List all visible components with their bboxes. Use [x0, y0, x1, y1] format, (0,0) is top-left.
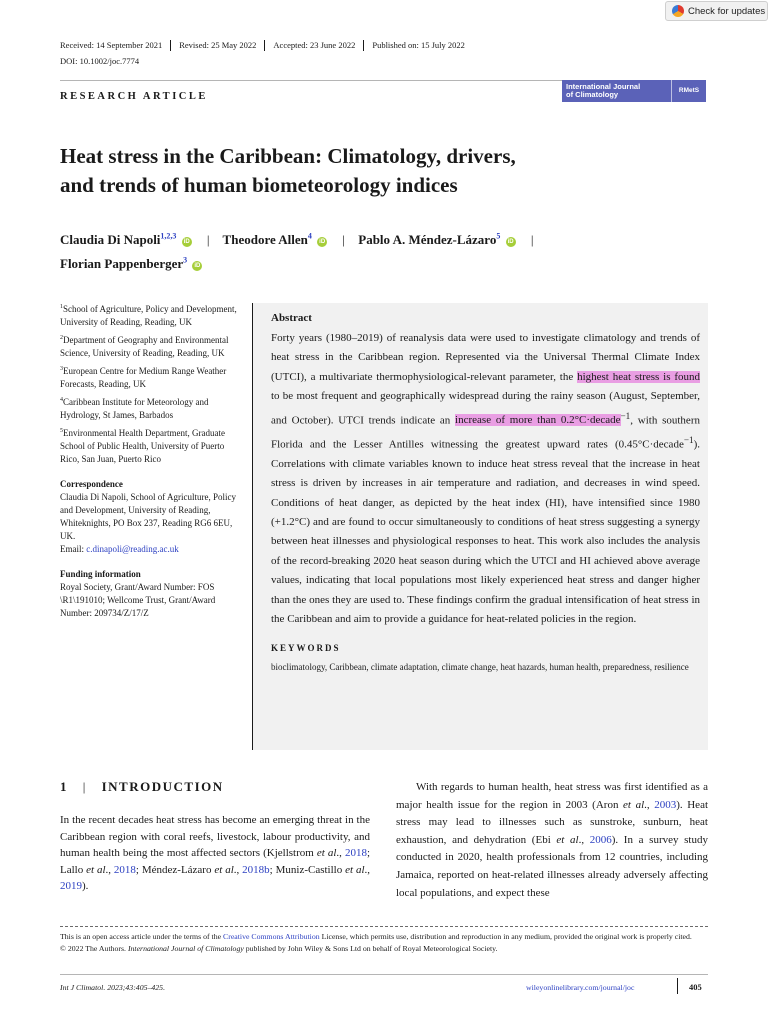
author-list [60, 228, 700, 276]
title-line-1: Heat stress in the Caribbean: Climatology, drivers, [60, 144, 516, 168]
check-for-updates-label: Check for updates [688, 5, 766, 17]
highlight[interactable]: increase of more than 0.2°C·decade [455, 414, 621, 427]
citation-link[interactable]: 2018b [242, 863, 270, 876]
citation-link[interactable]: 2006 [589, 833, 612, 846]
text: et al [556, 833, 579, 846]
author-separator: | [530, 232, 534, 247]
abstract-segment: , with southern Florida and the Lesser Antilles witnessing the greatest upward rates (0.45°C·decade [271, 414, 700, 451]
highlight[interactable]: highest heat stress is found [577, 370, 700, 383]
keywords-text: bioclimatology, Caribbean, climate adaptation, climate change, heat hazards, human health, preparedness, resilience [271, 662, 689, 673]
affiliation [60, 365, 245, 391]
abstract-heading: Abstract [271, 312, 312, 324]
text: et al [345, 863, 365, 876]
citation-link[interactable]: 2019 [60, 880, 82, 892]
affiliation [60, 427, 245, 466]
funding-heading: Funding information [60, 569, 141, 579]
funding-text: Royal Society, Grant/Award Number: FOS \R1\191010; Wellcome Trust, Grant/Award Number: 209734/Z/17/Z [60, 582, 216, 618]
text: International Journal of Climatology [127, 943, 244, 953]
affiliation-text: European Centre for Medium Range Weather Forecasts, Reading, UK [60, 366, 227, 389]
superscript: −1 [620, 410, 631, 421]
author-separator: | [342, 232, 346, 247]
text: ). [82, 880, 89, 892]
affiliation-sup: 2 [60, 335, 63, 341]
rmets-logo: RMetS [671, 80, 706, 102]
text: ; Méndez-Lázaro [135, 863, 215, 876]
author-affil-sup[interactable]: 5 [496, 231, 501, 241]
citation-link[interactable]: 2018 [113, 863, 136, 876]
intro-paragraph-right [396, 779, 708, 902]
doi: DOI: 10.1002/joc.7774 [60, 56, 140, 66]
text: ). In a survey study conducted in 2020, health professionals from 12 countries, including Jamaica, reported on heat-related illnesses already adversely affecting local populations, and expect these [396, 833, 708, 899]
affiliation-text: School of Agriculture, Policy and Development, University of Reading, Reading, UK [60, 304, 237, 327]
received-date: Received: 14 September 2021 [60, 40, 163, 50]
affiliation-sup: 3 [60, 366, 63, 372]
citation-link[interactable]: 2003 [654, 798, 677, 811]
orcid-icon[interactable]: iD [507, 239, 514, 245]
text: ; Muniz-Castillo [269, 863, 346, 876]
section-heading-introduction [60, 779, 224, 795]
page-number: 405 [689, 982, 702, 992]
text: et al [86, 863, 106, 876]
text: et al [214, 863, 234, 876]
section-title: INTRODUCTION [101, 779, 224, 794]
email-label: Email: [60, 544, 84, 554]
text: ., [578, 833, 590, 846]
text: et al [623, 798, 645, 811]
license-notice [60, 931, 708, 954]
text: ., [644, 798, 655, 811]
affiliation-text: Department of Geography and Environmental Science, University of Reading, Reading, UK [60, 335, 229, 358]
revised-date: Revised: 25 May 2022 [170, 40, 264, 51]
affiliation [60, 334, 245, 360]
keywords-heading: KEYWORDS [271, 643, 341, 654]
footnote-divider [60, 926, 708, 927]
abstract-segment: to be most frequent and geographically widespread during the rainy season (August, September, and October). UTCI trends indicate an [271, 390, 700, 427]
section-number: 1 [60, 779, 68, 794]
footer-divider [677, 978, 678, 994]
intro-paragraph-left [60, 812, 370, 895]
text: ; Lallo [60, 847, 371, 876]
abstract-box [252, 303, 708, 750]
header-rule [60, 80, 562, 81]
author-separator: | [206, 232, 210, 247]
text: et al [316, 847, 337, 859]
affiliations-sidebar [60, 303, 245, 620]
copyright-line [60, 943, 708, 955]
correspondence-text: Claudia Di Napoli, School of Agriculture, Policy and Development, University of Reading, Whiteknights, PO Box 237, Reading RG6 6EU, UK. [60, 492, 236, 541]
author-affil-sup[interactable]: 3 [183, 255, 188, 265]
journal-logo [562, 80, 706, 102]
text: ). Heat stress may lead to illnesses such as sunstroke, sunburn, heat exhaustion, and dehydration (Ebi [396, 798, 709, 846]
text: ., [364, 863, 371, 876]
text: ., [233, 863, 243, 876]
article-dates [60, 40, 473, 51]
text: published by John Wiley & Sons Ltd on behalf of Royal Meteorological Society. [243, 943, 498, 953]
author-name[interactable]: Claudia Di Napoli [60, 232, 161, 247]
check-for-updates-button[interactable] [665, 1, 768, 21]
affiliation-sup: 4 [60, 397, 63, 403]
text: With regards to human health, heat stress was first identified as a major health issue for the region in 2003 (Aron [396, 781, 708, 811]
author-name[interactable]: Pablo A. Méndez-Lázaro [358, 232, 497, 247]
orcid-icon[interactable]: iD [194, 263, 201, 269]
license-line [60, 931, 708, 943]
crossmark-icon [672, 5, 684, 17]
author-name[interactable]: Theodore Allen [222, 232, 308, 247]
footer-rule [60, 974, 708, 975]
correspondence-heading: Correspondence [60, 479, 123, 489]
author-name[interactable]: Florian Pappenberger [60, 256, 184, 271]
text: ., [105, 863, 114, 876]
affiliation [60, 396, 245, 422]
affiliation-text: Environmental Health Department, Graduate School of Public Health, University of Puerto Rico, San Juan, Puerto Rico [60, 428, 225, 464]
correspondence-email-row [60, 543, 245, 556]
text: ., [336, 847, 345, 859]
affiliation-text: Caribbean Institute for Meteorology and Hydrology, St James, Barbados [60, 397, 209, 420]
text: License, which permits use, distribution and reproduction in any medium, provided the original work is properly cited. [319, 932, 692, 941]
text: This is an open access article under the terms of the [60, 932, 224, 941]
article-type: RESEARCH ARTICLE [60, 91, 208, 102]
journal-url-link[interactable]: wileyonlinelibrary.com/journal/joc [526, 983, 635, 992]
citation-link[interactable]: 2018 [344, 847, 367, 859]
author-affil-sup[interactable]: 1,2,3 [160, 231, 177, 241]
affiliation-sup: 1 [60, 304, 63, 310]
orcid-icon[interactable]: iD [319, 239, 326, 245]
footer-citation: Int J Climatol. 2023;43:405–425. [60, 983, 166, 992]
abstract-segment: Forty years (1980–2019) of reanalysis data were used to investigate climatology and trends of heat stress in the Caribbean region. Represented via the Universal Thermal Climate Index (UTCI), a multivariate thermophysiological-relevant parameter, the [271, 332, 700, 383]
author-affil-sup[interactable]: 4 [307, 231, 312, 241]
superscript: −1 [683, 434, 694, 445]
title-line-2: and trends of human biometeorology indices [60, 173, 458, 197]
journal-name-line1: International Journal [566, 81, 641, 91]
text: In the recent decades heat stress has become an emerging threat in the Caribbean region with coral reefs, livestock, labour productivity, and human health being the most affected sectors (Kjellstrom [60, 814, 370, 859]
published-date: Published on: 15 July 2022 [363, 40, 473, 51]
journal-name-line2: of Climatology [566, 90, 619, 99]
affiliation [60, 303, 245, 329]
cc-license-link[interactable]: Creative Commons Attribution [223, 932, 320, 941]
abstract-segment: ). Correlations with climate variables known to induce heat stress reveal that the increase in heat stress is driven by increases in air temperature and radiation, and decreases in wind speed. Conditions of heat danger, as depicted by the heat index (HI), have intensified since 1980 (+1.2°C) and are found to occur simultaneously to conditions of heat stress suggesting a synergy between heat illnesses and physiological responses to heat. This work also includes the analysis of the record-breaking 2020 heat season during which the UTCI and HI achieved above average values, indicating that local populations most likely experienced heat stress and danger higher than the ones they are used to. These findings confirm the gradual intensification of heat stress in the Caribbean and aim to provide a guidance for heat-related policies in the region. [271, 438, 700, 625]
affiliation-sup: 5 [60, 428, 63, 434]
abstract-text [271, 329, 700, 629]
email-link[interactable]: c.dinapoli@reading.ac.uk [86, 544, 179, 554]
orcid-icon[interactable]: iD [183, 239, 190, 245]
accepted-date: Accepted: 23 June 2022 [264, 40, 363, 51]
text: © 2022 The Authors. [60, 943, 128, 953]
section-separator: | [82, 779, 87, 794]
article-title [60, 142, 700, 200]
